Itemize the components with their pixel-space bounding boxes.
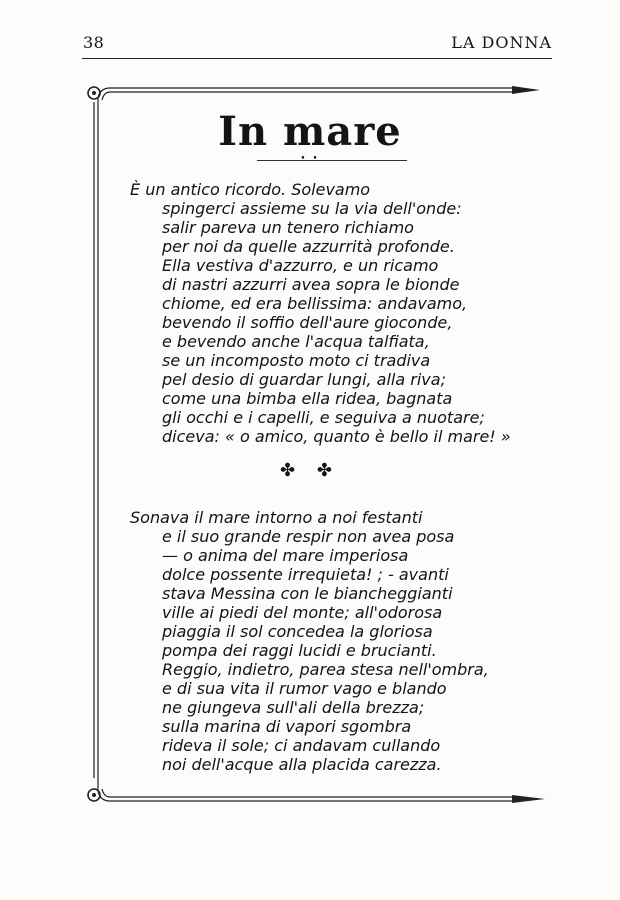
verse-line: rideva il sole; ci andavam cullando [162, 736, 441, 755]
page-number: 38 [83, 33, 105, 52]
verse-line: e il suo grande respir non avea posa [162, 527, 455, 546]
poem-title: In mare [218, 108, 402, 155]
verse-line: stava Messina con le biancheggianti [162, 584, 453, 603]
verse-line: dolce possente irrequieta! ; - avanti [162, 565, 449, 584]
verse-line: pompa dei raggi lucidi e brucianti. [162, 641, 437, 660]
verse-line: gli occhi e i capelli, e seguiva a nuotare; [162, 408, 485, 427]
verse-line: diceva: « o amico, quanto è bello il mare! » [162, 427, 511, 446]
verse-line: per noi da quelle azzurrità profonde. [162, 237, 455, 256]
verse-line: ne giungeva sull'ali della brezza; [162, 698, 425, 717]
title-dots: • • [300, 154, 320, 164]
verse-line: e bevendo anche l'acqua talfiata, [162, 332, 430, 351]
verse-line: È un antico ricordo. Solevamo [130, 180, 371, 199]
verse-line: salir pareva un tenero richiamo [162, 218, 414, 237]
verse-line: ville ai piedi del monte; all'odorosa [162, 603, 443, 622]
verse-line: Reggio, indietro, parea stesa nell'ombra, [162, 660, 489, 679]
verse-line: se un incomposto moto ci tradiva [162, 351, 431, 370]
verse-line: chiome, ed era bellissima: andavamo, [162, 294, 468, 313]
verse-line: — o anima del mare imperiosa [162, 546, 409, 565]
rosette-top-icon [88, 87, 100, 99]
verse-line: Sonava il mare intorno a noi festanti [130, 508, 423, 527]
verse-line: pel desio di guardar lungi, alla riva; [162, 370, 446, 389]
stanza-separator: ✤ ✤ [280, 460, 340, 481]
verse-line: come una bimba ella ridea, bagnata [162, 389, 453, 408]
verse-line: spingerci assieme su la via dell'onde: [162, 199, 462, 218]
running-head: LA DONNA [451, 33, 552, 52]
verse-line: noi dell'acque alla placida carezza. [162, 755, 442, 774]
verse-line: sulla marina di vapori sgombra [162, 717, 412, 736]
rosette-bottom-icon [88, 789, 100, 801]
verse-line: Ella vestiva d'azzurro, e un ricamo [162, 256, 439, 275]
verse-line: piaggia il sol concedea la gloriosa [162, 622, 433, 641]
verse-line: bevendo il soffio dell'aure gioconde, [162, 313, 453, 332]
verse-line: di nastri azzurri avea sopra le bionde [162, 275, 460, 294]
verse-line: e di sua vita il rumor vago e blando [162, 679, 447, 698]
